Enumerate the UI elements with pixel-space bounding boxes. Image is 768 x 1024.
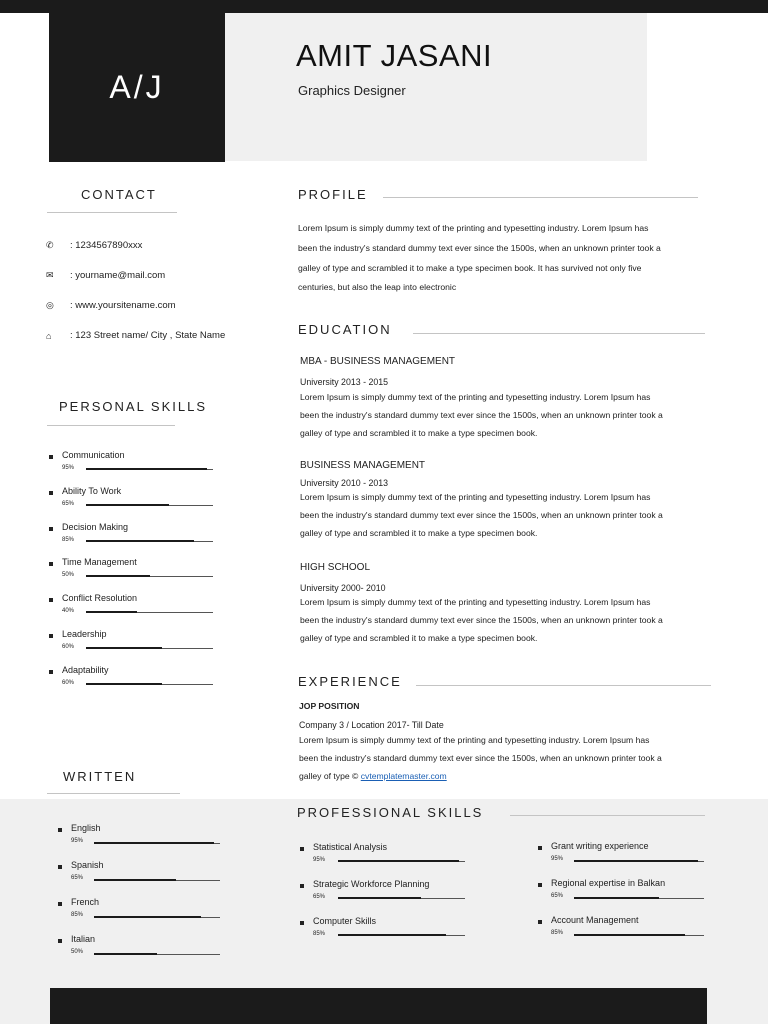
skill-label: Statistical Analysis xyxy=(313,842,388,852)
skill-bar-fill xyxy=(338,934,446,936)
skill-item xyxy=(49,486,229,516)
phone-icon: ✆ xyxy=(46,240,54,250)
skill-bar-fill xyxy=(86,575,150,577)
skill-item xyxy=(300,879,480,909)
skill-label: Time Management xyxy=(62,557,137,568)
skill-item xyxy=(58,897,238,927)
contact-rule xyxy=(47,212,177,213)
skill-bar-fill xyxy=(86,647,162,649)
skill-item xyxy=(58,823,238,853)
bullet-icon xyxy=(538,846,542,850)
written-heading: WRITTEN xyxy=(63,769,137,784)
bullet-icon xyxy=(538,883,542,887)
skill-label: Conflict Resolution xyxy=(62,593,138,604)
skill-label: English xyxy=(71,823,101,833)
skill-bar-fill xyxy=(86,504,169,506)
professional-skills-heading: PROFESSIONAL SKILLS xyxy=(297,805,484,820)
contact-website-text: : www.yoursitename.com xyxy=(70,300,176,311)
skill-label: Adaptability xyxy=(62,664,109,675)
mail-icon: ✉ xyxy=(46,270,54,280)
skill-item xyxy=(538,915,718,945)
skill-label: Communication xyxy=(62,450,125,460)
education-line: Lorem Ipsum is simply dummy text of the printing and typesetting industry. Lorem Ipsum has xyxy=(300,392,651,402)
monogram-block xyxy=(49,13,225,162)
skill-item xyxy=(49,450,229,480)
contact-phone-text: : 1234567890xxx xyxy=(70,240,143,251)
skill-label: Regional expertise in Balkan xyxy=(551,878,666,888)
education-entry xyxy=(300,460,663,542)
credit-link[interactable]: cvtemplatemaster.com xyxy=(360,771,447,781)
education-entry xyxy=(300,356,663,442)
skill-percent: 85% xyxy=(313,931,326,937)
education-meta: University 2010 - 2013 xyxy=(300,478,389,488)
skill-bar-fill xyxy=(338,897,421,899)
skill-percent: 65% xyxy=(313,894,326,900)
skill-bar-fill xyxy=(94,842,214,844)
skill-item xyxy=(49,522,229,552)
education-desc xyxy=(300,593,663,647)
bullet-icon xyxy=(49,455,53,459)
bullet-icon xyxy=(58,865,62,869)
skill-item xyxy=(538,841,718,871)
education-desc xyxy=(300,488,663,542)
personal-skills-rule xyxy=(47,425,175,426)
education-degree: HIGH SCHOOL xyxy=(300,562,371,573)
experience-line: been the industry's standard dummy text ever since the 1500s, when an unknown printer took a xyxy=(299,753,662,763)
skill-bar-fill xyxy=(86,683,162,685)
experience-line-prefix: galley of type © xyxy=(299,771,361,781)
education-line: galley of type and scrambled it to make a type specimen book. xyxy=(300,528,538,538)
footer-bar xyxy=(50,988,707,1024)
bullet-icon xyxy=(49,634,53,638)
profile-line: galley of type and scrambled it to make a type specimen book. It has survived not only five xyxy=(298,263,642,273)
skill-item xyxy=(300,842,480,872)
contact-website xyxy=(46,300,176,311)
experience-entry xyxy=(299,701,662,785)
home-icon: ⌂ xyxy=(46,330,52,341)
top-bar xyxy=(0,0,768,13)
skill-percent: 85% xyxy=(62,536,75,543)
skill-label: Grant writing experience xyxy=(551,841,649,851)
skill-item xyxy=(49,665,229,695)
skill-label: Account Management xyxy=(551,915,639,925)
contact-address xyxy=(46,330,225,341)
contact-email xyxy=(46,270,165,281)
personal-skills-heading: PERSONAL SKILLS xyxy=(59,399,208,414)
education-degree: MBA - BUSINESS MANAGEMENT xyxy=(300,356,456,367)
experience-rule xyxy=(416,685,711,686)
skill-percent: 85% xyxy=(551,930,564,936)
contact-email-text: : yourname@mail.com xyxy=(70,270,166,281)
education-heading: EDUCATION xyxy=(298,322,392,337)
skill-item xyxy=(58,860,238,890)
bullet-icon xyxy=(538,920,542,924)
skill-label: Italian xyxy=(71,934,96,944)
bullet-icon xyxy=(300,847,304,851)
experience-heading: EXPERIENCE xyxy=(298,674,402,689)
contact-address-text: : 123 Street name/ City , State Name xyxy=(70,330,226,341)
candidate-name: AMIT JASANI xyxy=(296,38,493,73)
profile-heading: PROFILE xyxy=(298,187,368,202)
education-degree: BUSINESS MANAGEMENT xyxy=(300,460,426,471)
bullet-icon xyxy=(300,884,304,888)
profile-line: centuries, but also the leap into electronic xyxy=(298,282,457,292)
skill-percent: 50% xyxy=(62,572,75,579)
contact-phone xyxy=(46,240,142,251)
bullet-icon xyxy=(49,562,53,566)
skill-bar-fill xyxy=(86,540,194,542)
candidate-role: Graphics Designer xyxy=(298,83,406,98)
skill-percent: 95% xyxy=(551,856,564,862)
bullet-icon xyxy=(49,527,53,531)
education-line: Lorem Ipsum is simply dummy text of the printing and typesetting industry. Lorem Ipsum has xyxy=(300,492,651,502)
skill-bar-fill xyxy=(86,468,207,470)
experience-line: Lorem Ipsum is simply dummy text of the printing and typesetting industry. Lorem Ipsum has xyxy=(299,735,650,745)
skill-percent: 95% xyxy=(71,838,84,844)
skill-percent: 65% xyxy=(62,500,75,507)
education-line: been the industry's standard dummy text ever since the 1500s, when an unknown printer took a xyxy=(300,510,663,520)
education-line: galley of type and scrambled it to make a type specimen book. xyxy=(300,428,538,438)
profile-line: Lorem Ipsum is simply dummy text of the printing and typesetting industry. Lorem Ipsum has xyxy=(298,223,649,233)
written-rule xyxy=(47,793,180,794)
profile-rule xyxy=(383,197,698,198)
skill-bar-fill xyxy=(574,860,698,862)
skill-label: Strategic Workforce Planning xyxy=(313,879,430,889)
name-panel xyxy=(225,13,647,161)
globe-icon: ◎ xyxy=(46,300,54,310)
professional-skills-rule xyxy=(510,815,705,816)
skill-percent: 85% xyxy=(71,912,84,918)
monogram: A/J xyxy=(109,69,165,105)
skill-bar-fill xyxy=(94,879,176,881)
skill-label: Computer Skills xyxy=(313,916,377,926)
skill-percent: 60% xyxy=(62,679,75,686)
skill-label: Decision Making xyxy=(62,521,129,532)
education-entry xyxy=(300,562,663,647)
skill-percent: 65% xyxy=(551,893,564,899)
skill-item xyxy=(49,593,229,623)
skill-label: Ability To Work xyxy=(62,485,122,496)
bullet-icon xyxy=(49,670,53,674)
education-desc xyxy=(300,388,663,442)
bullet-icon xyxy=(58,939,62,943)
skill-item xyxy=(49,557,229,587)
skill-bar-fill xyxy=(338,860,459,862)
experience-meta: Company 3 / Location 2017- Till Date xyxy=(299,720,444,730)
education-line: been the industry's standard dummy text ever since the 1500s, when an unknown printer took a xyxy=(300,410,663,420)
skill-bar-fill xyxy=(86,611,137,613)
education-rule xyxy=(413,333,705,334)
skill-item xyxy=(49,629,229,659)
experience-line xyxy=(299,767,662,785)
experience-desc xyxy=(299,731,662,785)
skill-percent: 95% xyxy=(313,857,326,863)
experience-position: JOP POSITION xyxy=(299,701,360,711)
skill-item xyxy=(300,916,480,946)
bullet-icon xyxy=(300,921,304,925)
education-line: Lorem Ipsum is simply dummy text of the printing and typesetting industry. Lorem Ipsum has xyxy=(300,597,651,607)
education-meta: University 2013 - 2015 xyxy=(300,377,389,387)
skill-bar-fill xyxy=(94,916,201,918)
skill-bar-fill xyxy=(94,953,157,955)
skill-item xyxy=(58,934,238,964)
education-line: been the industry's standard dummy text ever since the 1500s, when an unknown printer took a xyxy=(300,615,663,625)
skill-bar-fill xyxy=(574,897,659,899)
education-line: galley of type and scrambled it to make a type specimen book. xyxy=(300,633,538,643)
bullet-icon xyxy=(49,598,53,602)
skill-percent: 95% xyxy=(62,465,75,471)
bullet-icon xyxy=(58,902,62,906)
skill-percent: 60% xyxy=(62,644,75,650)
education-meta: University 2000- 2010 xyxy=(300,583,386,593)
bullet-icon xyxy=(58,828,62,832)
skill-percent: 40% xyxy=(62,608,75,615)
skill-label: Leadership xyxy=(62,629,107,639)
skill-bar-fill xyxy=(574,934,685,936)
skill-item xyxy=(538,878,718,908)
skill-label: Spanish xyxy=(71,860,104,870)
skill-label: French xyxy=(71,897,100,907)
skill-percent: 50% xyxy=(71,949,84,955)
skill-percent: 65% xyxy=(71,875,84,881)
bullet-icon xyxy=(49,491,53,495)
profile-line: been the industry's standard dummy text ever since the 1500s, when an unknown printer took a xyxy=(298,243,661,253)
contact-heading: CONTACT xyxy=(81,187,157,202)
profile-text xyxy=(298,219,661,296)
